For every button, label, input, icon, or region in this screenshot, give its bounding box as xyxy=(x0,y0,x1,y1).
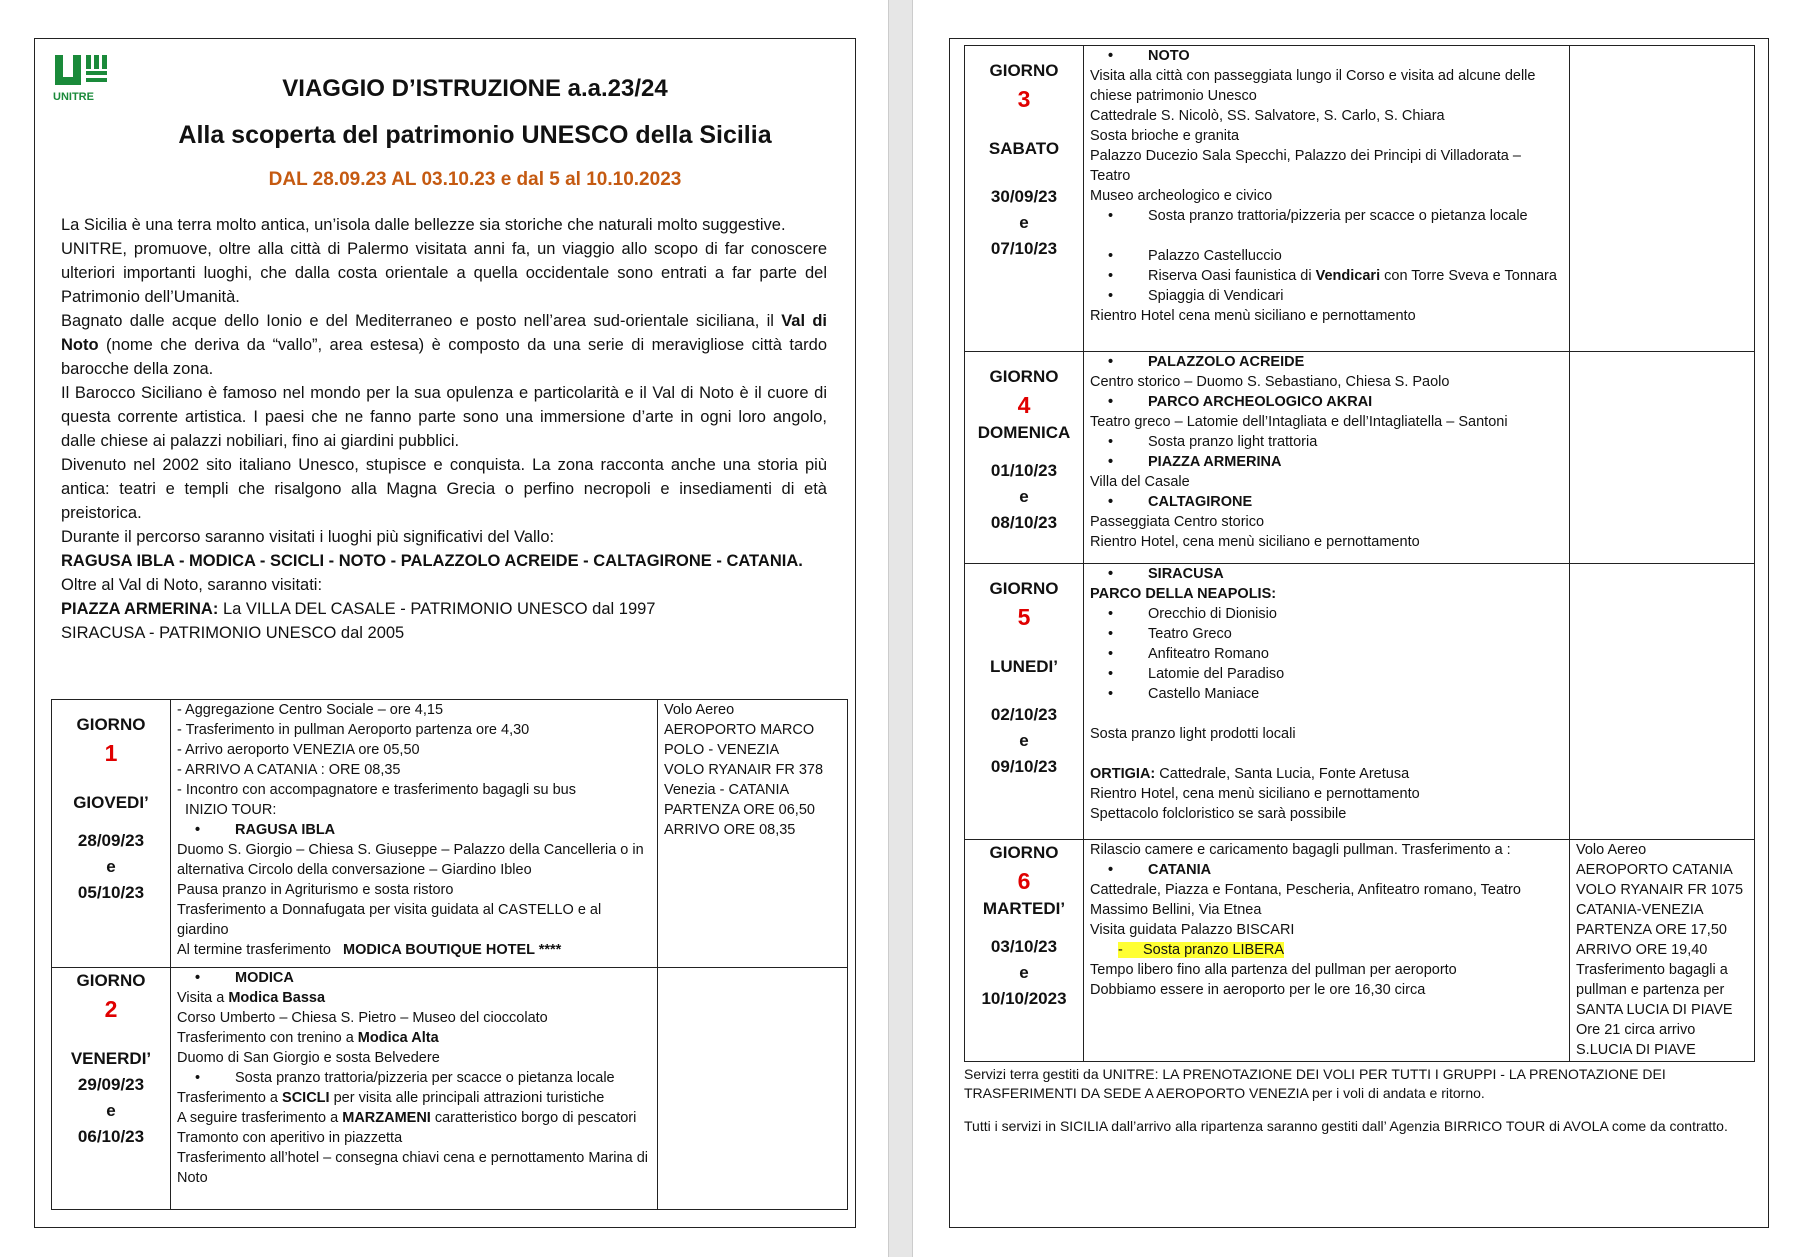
day-notes xyxy=(658,968,848,1210)
page-title: VIAGGIO D’ISTRUZIONE a.a.23/24 xyxy=(282,75,668,102)
day-cell: GIORNO 5 LUNEDI’ 02/10/23 e 09/10/23 xyxy=(965,564,1084,840)
day-activities: - Aggregazione Centro Sociale – ore 4,15 - Trasferimento in pullman Aeroporto partenza ore 4,30 - Arrivo aeroporto VENEZIA ore 05,50 - ARRIVO A CATANIA : ORE 08,35 - Incontro con accompagnatore e trasferimento bagagli su bus INIZIO TOUR: • RAGUSA IBLA Duomo S. Giorgio – Chiesa S. Giuseppe – Palazzo della Cancelleria o in alternativa Circolo della conversazione – Giardino Ibleo Pausa pranzo in Agriturismo e sosta ristoro Trasferimento a Donnafugata per visita guidata al CASTELLO e al giardino Al termine trasferimento MODICA BOUTIQUE HOTEL **** xyxy=(171,700,658,968)
itinerary-table-left xyxy=(51,699,848,1210)
logo-text: UNITRE xyxy=(53,91,94,103)
day-activities: • NOTO Visita alla città con passeggiata lungo il Corso e visita ad alcune delle chiese patrimonio Unesco Cattedrale S. Nicolò, SS. Salvatore, S. Carlo, S. Chiara Sosta brioche e granita Palazzo Ducezio Sala Specchi, Palazzo dei Principi di Villadorata – Teatro Museo archeologico e civico • Sosta pranzo trattoria/pizzeria per scacce o pietanza locale • Palazzo Castelluccio • Riserva Oasi faunistica di Vendicari con Torre Sveva e Tonnara • Spiaggia di Vendicari Rientro Hotel cena menù siciliano e pernottamento xyxy=(1084,46,1570,352)
page-frame xyxy=(949,38,1769,1228)
day-row-2 xyxy=(52,968,848,1210)
day-activities: • PALAZZOLO ACREIDE Centro storico – Duomo S. Sebastiano, Chiesa S. Paolo • PARCO ARCHEOLOGICO AKRAI Teatro greco – Latomie dell’Intagliata e dell’Intagliatella – Santoni • Sosta pranzo light trattoria • PIAZZA ARMERINA Villa del Casale • CALTAGIRONE Passeggiata Centro storico Rientro Hotel, cena menù siciliano e pernottamento xyxy=(1084,352,1570,564)
intro-p10: SIRACUSA - PATRIMONIO UNESCO dal 2005 xyxy=(61,624,405,642)
day-cell: GIORNO 3 SABATO 30/09/23 e 07/10/23 xyxy=(965,46,1084,352)
day-activities: • MODICA Visita a Modica Bassa Corso Umberto – Chiesa S. Pietro – Museo del cioccolato Trasferimento con trenino a Modica Alta Duomo di San Giorgio e sosta Belvedere • Sosta pranzo trattoria/pizzeria per scacce o pietanza locale Trasferimento a SCICLI per visita alle principali attrazioni turistiche A seguire trasferimento a MARZAMENI caratteristico borgo di pescatori Tramonto con aperitivo in piazzetta Trasferimento all’hotel – consegna chiavi cena e pernottamento Marina di Noto xyxy=(171,968,658,1210)
intro-p2: UNITRE, promuove, oltre alla città di Palermo visitata anni fa, un viaggio allo scopo di far conoscere ulteriori importanti luoghi, che dalla costa orientale a quella occidentale sono entrati a far parte del Patrimonio dell’Umanità. xyxy=(61,240,827,306)
intro-text xyxy=(61,213,827,645)
footer-note-2: Tutti i servizi in SICILIA dall’arrivo alla ripartenza saranno gestiti dall’ Agenzia BIRRICO TOUR di AVOLA come da contratto. xyxy=(964,1118,1728,1134)
day-row-1 xyxy=(52,700,848,968)
intro-p6: Durante il percorso saranno visitati i luoghi più significativi del Vallo: xyxy=(61,528,555,546)
day-row-4 xyxy=(965,352,1755,564)
trip-dates: DAL 28.09.23 AL 03.10.23 e dal 5 al 10.10.2023 xyxy=(268,169,682,190)
day-row-3 xyxy=(965,46,1755,352)
day-row-5 xyxy=(965,564,1755,840)
itinerary-table-right xyxy=(964,45,1755,1062)
day-notes xyxy=(1570,564,1755,840)
intro-p5: Divenuto nel 2002 sito italiano Unesco, stupisce e conquista. La zona racconta anche una storia più antica: teatri e templi che risalgono alla Magna Grecia o perfino necropoli e insediamenti di età preistorica. xyxy=(61,456,827,522)
day-cell: GIORNO 1 GIOVEDI’ 28/09/23 e 05/10/23 xyxy=(52,700,171,968)
intro-p9: PIAZZA ARMERINA: La VILLA DEL CASALE - PATRIMONIO UNESCO dal 1997 xyxy=(61,600,656,618)
day-cell: GIORNO 2 VENERDI’ 29/09/23 e 06/10/23 xyxy=(52,968,171,1210)
day-notes: Volo Aereo AEROPORTO MARCO POLO - VENEZIA VOLO RYANAIR FR 378 Venezia - CATANIA PARTENZA ORE 06,50 ARRIVO ORE 08,35 xyxy=(658,700,848,968)
unitre-logo xyxy=(53,53,109,109)
page-subtitle: Alla scoperta del patrimonio UNESCO della Sicilia xyxy=(178,121,772,149)
highlighted-text: - Sosta pranzo LIBERA xyxy=(1118,942,1285,958)
intro-p7: RAGUSA IBLA - MODICA - SCICLI - NOTO - PALAZZOLO ACREIDE - CALTAGIRONE - CATANIA. xyxy=(61,552,803,570)
intro-p1: La Sicilia è una terra molto antica, un’isola dalle bellezze sia storiche che naturali molto suggestive. xyxy=(61,216,786,234)
place-bullet: • RAGUSA IBLA xyxy=(177,820,651,840)
intro-p8: Oltre al Val di Noto, saranno visitati: xyxy=(61,576,323,594)
day-notes xyxy=(1570,352,1755,564)
day-row-6 xyxy=(965,840,1755,1062)
intro-p4: Il Barocco Siciliano è famoso nel mondo per la sua opulenza e particolarità e il Val di Noto è il cuore di questa corrente artistica. I paesi che ne fanno parte sono una immersione d’arte in ogni loro angolo, dalle chiese ai palazzi nobiliari, fino ai giardini pubblici. xyxy=(61,384,827,450)
page-left xyxy=(0,0,889,1257)
day-notes: Volo Aereo AEROPORTO CATANIA VOLO RYANAIR FR 1075 CATANIA-VENEZIA PARTENZA ORE 17,50 ARRIVO ORE 19,40 Trasferimento bagagli a pullman e partenza per SANTA LUCIA DI PIAVE Ore 21 circa arrivo S.LUCIA DI PIAVE xyxy=(1570,840,1755,1062)
day-cell: GIORNO 6 MARTEDI’ 03/10/23 e 10/10/2023 xyxy=(965,840,1084,1062)
page-right xyxy=(912,0,1805,1257)
day-cell: GIORNO 4 DOMENICA 01/10/23 e 08/10/23 xyxy=(965,352,1084,564)
day-notes xyxy=(1570,46,1755,352)
footer-note-1: Servizi terra gestiti da UNITRE: LA PRENOTAZIONE DEI VOLI PER TUTTI I GRUPPI - LA PRENOTAZIONE DEI TRASFERIMENTI DA SEDE A AEROPORTO VENEZIA per i voli di andata e ritorno. xyxy=(964,1066,1666,1101)
day-activities: Rilascio camere e caricamento bagagli pullman. Trasferimento a : • CATANIA Cattedrale, Piazza e Fontana, Pescheria, Anfiteatro romano, Teatro Massimo Bellini, Via Etnea Visita guidata Palazzo BISCARI - Sosta pranzo LIBERA Tempo libero fino alla partenza del pullman per aeroporto Dobbiamo essere in aeroporto per le ore 16,30 circa xyxy=(1084,840,1570,1062)
intro-p3: Bagnato dalle acque dello Ionio e del Mediterraneo e posto nell’area sud-orientale siciliana, il Val di Noto (nome che deriva da “vallo”, area estesa) è composto da una serie di meravigliose città tardo barocche della zona. xyxy=(61,312,827,378)
page-frame xyxy=(34,38,856,1228)
day-activities: • SIRACUSA PARCO DELLA NEAPOLIS: • Orecchio di Dionisio • Teatro Greco • Anfiteatro Romano • Latomie del Paradiso • Castello Maniace Sosta pranzo light prodotti locali ORTIGIA: Cattedrale, Santa Lucia, Fonte Aretusa Rientro Hotel, cena menù siciliano e pernottamento Spettacolo folcloristico se sarà possibile xyxy=(1084,564,1570,840)
